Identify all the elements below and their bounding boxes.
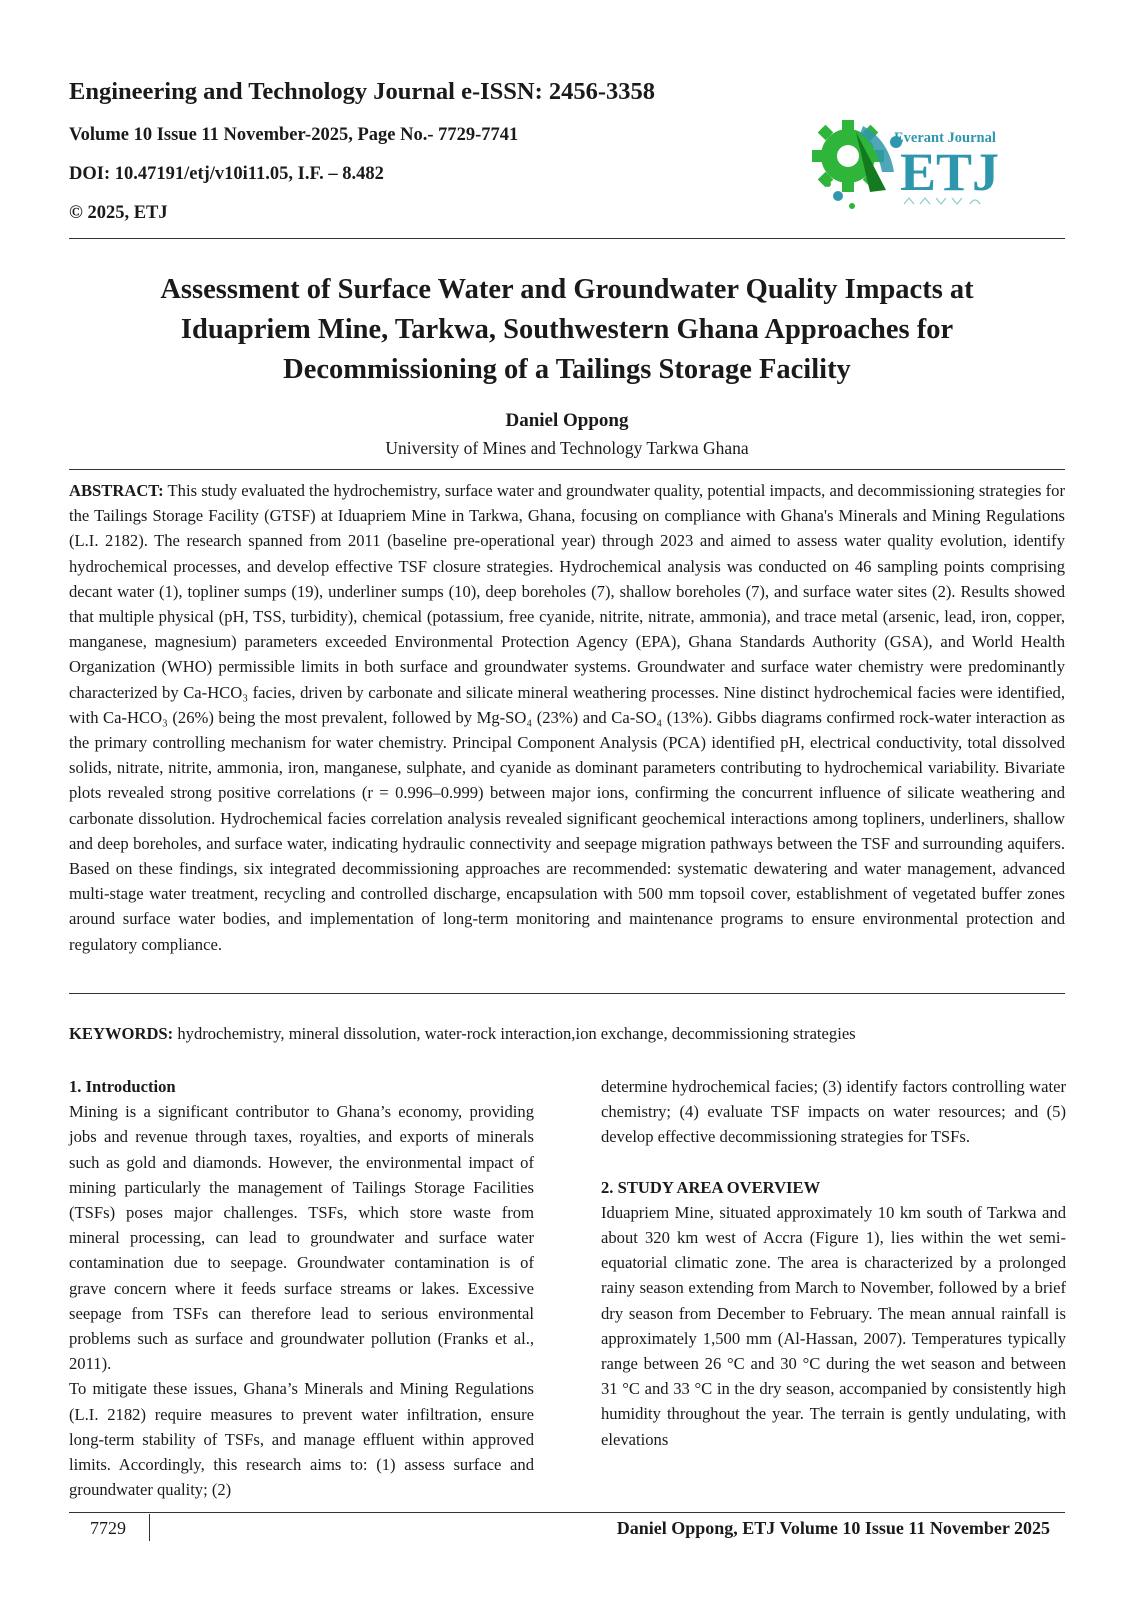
author-name: Daniel Oppong <box>505 410 629 431</box>
running-head: Daniel Oppong, ETJ Volume 10 Issue 11 November 2025 <box>616 1518 1050 1538</box>
doi-info: DOI: 10.47191/etj/v10i11.05, I.F. – 8.482 <box>69 164 384 184</box>
logo-publisher: Everant Journal <box>894 130 996 146</box>
abstract-text: This study evaluated the hydrochemistry, surface water and groundwater quality, potential impacts, and decommissioning strategies for the Tailings Storage Facility (GTSF) at Iduapriem Mine in Tarkwa, Ghana, focusing on compliance with Ghana's Minerals and Mining Regulations (L.I. 2182). The research spanned from 2011 (baseline pre-operational year) through 2023 and aimed to assess water quality evolution, identify hydrochemical processes, and develop effective TSF closure strategies. Hydrochemical analysis was conducted on 46 sampling points comprising decant water (1), topliner sumps (19), underliner sumps (10), deep boreholes (7), shallow boreholes (7), and surface water sites (2). Results showed that multiple physical (pH, TSS, turbidity), chemical (potassium, free cyanide, nitrite, nitrate, ammonia), and trace metal (arsenic, lead, iron, copper, manganese, magnesium) parameters exceeded Environmental Protection Agency (EPA), Ghana Standards Authority (GSA), and World Health Organization (WHO) permissible limits in both surface and groundwater systems. Groundwater and surface water chemistry were predominantly characterized by Ca-HCO₃ facies, driven by carbonate and silicate mineral weathering processes. Nine distinct hydrochemical facies were identified, with Ca-HCO₃ (26%) being the most prevalent, followed by Mg-SO₄ (23%) and Ca-SO₄ (13%). Gibbs diagrams confirmed rock-water interaction as the primary controlling mechanism for water chemistry. Principal Component Analysis (PCA) identified pH, electrical conductivity, total dissolved solids, nitrate, nitrite, ammonia, iron, manganese, sulphate, and cyanide as dominant parameters contributing to hydrochemical variability. Bivariate plots revealed strong positive correlations (r = 0.996–0.999) between major ions, confirming the concurrent influence of silicate weathering and carbonate dissolution. Hydrochemical facies correlation analysis revealed significant geochemical interactions among topliners, underliners, shallow and deep boreholes, and surface water, indicating hydraulic connectivity and seepage migration pathways between the TSF and surrounding aquifers. Based on these findings, six integrated decommissioning approaches are recommended: systematic dewatering and water management, advanced multi-stage water treatment, recycling and controlled discharge, encapsulation with 500 mm topsoil cover, establishment of vegetated buffer zones around surface water bodies, and implementation of long-term monitoring and maintenance programs to ensure environmental protection and regulatory compliance. <box>69 481 1065 954</box>
intro-paragraph-2: To mitigate these issues, Ghana’s Minerals and Mining Regulations (L.I. 2182) require measures to prevent water infiltration, ensure long-term stability of TSFs, and manage effluent within approved limits. Accordingly, this research aims to: (1) assess surface and groundwater quality; (2) <box>69 1379 534 1500</box>
logo-abbr: ETJ <box>900 142 1000 202</box>
paper-title <box>69 270 1065 390</box>
keywords-text: hydrochemistry, mineral dissolution, water-rock interaction,ion exchange, decommissioning strategies <box>177 1024 856 1043</box>
page-number: 7729 <box>90 1518 126 1538</box>
keywords <box>69 1022 1065 1046</box>
intro-paragraph-2-continued: determine hydrochemical facies; (3) identify factors controlling water chemistry; (4) evaluate TSF impacts on water resources; and (5) develop effective decommissioning strategies for TSFs. <box>601 1077 1066 1147</box>
header-rule <box>69 238 1065 239</box>
title-line: Iduapriem Mine, Tarkwa, Southwestern Ghana Approaches for <box>180 314 954 345</box>
footer-rule <box>69 1512 1065 1513</box>
abstract-label: ABSTRACT: <box>69 481 164 500</box>
journal-name: Engineering and Technology Journal e-ISSN: 2456-3358 <box>69 78 656 105</box>
copyright: © 2025, ETJ <box>69 203 168 223</box>
section-heading-study-area: 2. STUDY AREA OVERVIEW <box>601 1177 821 1197</box>
study-area-paragraph-1: Iduapriem Mine, situated approximately 10 km south of Tarkwa and about 320 km west of Accra (Figure 1), lies within the wet semi-equatorial climatic zone. The area is characterized by a prolonged rainy season extending from March to November, followed by a brief dry season from December to February. The mean annual rainfall is approximately 1,500 mm (Al-Hassan, 2007). Temperatures typically range between 26 °C and 30 °C during the wet season and between 31 °C and 33 °C in the dry season, accompanied by consistently high humidity throughout the year. The terrain is gently undulating, with elevations <box>601 1202 1066 1449</box>
abstract-top-rule <box>69 469 1065 470</box>
right-column <box>601 1074 1066 1452</box>
keywords-label: KEYWORDS: <box>69 1024 174 1043</box>
intro-paragraph-1: Mining is a significant contributor to Ghana’s economy, providing jobs and revenue through taxes, royalties, and exports of minerals such as gold and diamonds. However, the environmental impact of mining particularly the management of Tailings Storage Facilities (TSFs) poses major challenges. TSFs, which store waste from mineral processing, can lead to groundwater and surface water contamination due to seepage. Groundwater contamination is of grave concern where it feeds surface streams or lakes. Excessive seepage from TSFs can therefore lead to serious environmental problems such as surface and groundwater pollution (Franks et al., 2011). <box>69 1102 534 1374</box>
footer-divider <box>149 1514 150 1541</box>
section-heading-introduction: 1. Introduction <box>69 1077 176 1096</box>
title-line: Decommissioning of a Tailings Storage Facility <box>283 354 851 385</box>
title-line: Assessment of Surface Water and Groundwater Quality Impacts at <box>160 274 974 305</box>
etj-logo <box>808 112 1018 220</box>
abstract <box>69 478 1065 957</box>
abstract-bottom-rule <box>69 993 1065 994</box>
left-column <box>69 1074 534 1502</box>
author-affiliation: University of Mines and Technology Tarkwa Ghana <box>385 438 749 458</box>
volume-info: Volume 10 Issue 11 November-2025, Page No.- 7729-7741 <box>69 125 519 145</box>
